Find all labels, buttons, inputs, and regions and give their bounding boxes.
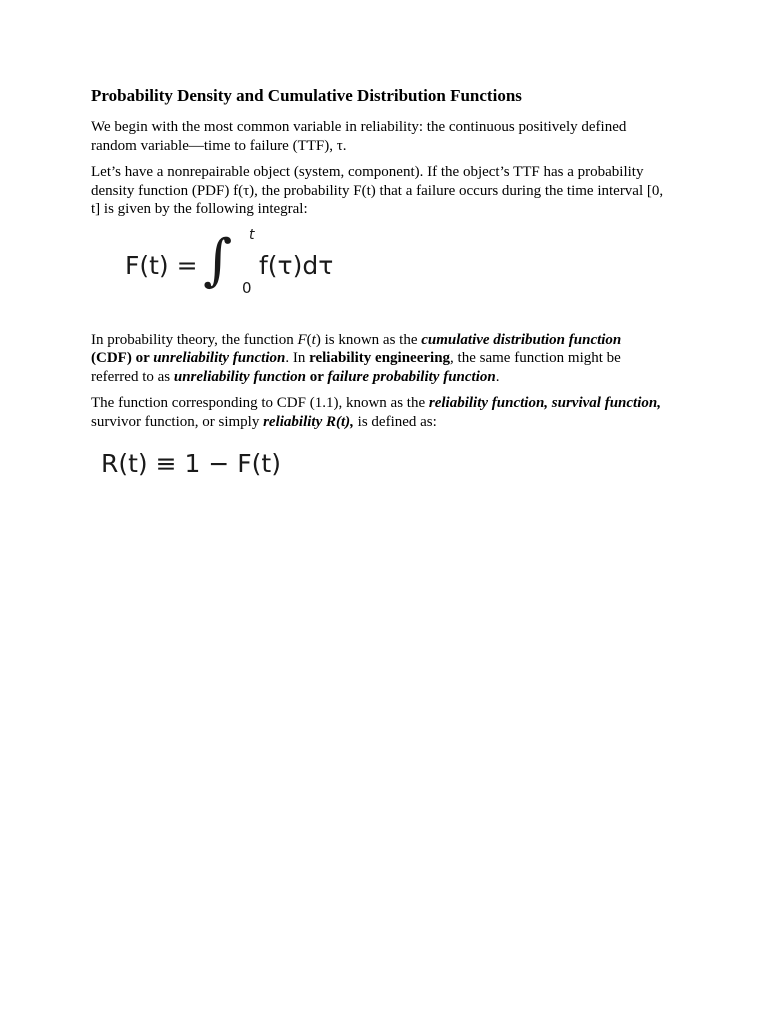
term-reliability-engineering: reliability engineering <box>309 350 451 366</box>
section-heading: Probability Density and Cumulative Distribution Functions <box>91 86 522 105</box>
text-run: F <box>297 331 307 348</box>
cdf-integral-formula <box>125 227 671 317</box>
formula-lhs: F(t) = <box>125 250 198 280</box>
text-run: ) is known as the <box>315 331 422 348</box>
text-run: ( <box>306 331 312 348</box>
text-run: (CDF) or <box>91 350 154 366</box>
term-reliability: reliability R(t), <box>263 413 354 430</box>
text-run: In probability theory, the function <box>91 331 298 348</box>
text-run: . <box>495 368 500 385</box>
text-run: or <box>305 368 328 385</box>
formula-integrand: f(τ)dτ <box>259 250 334 280</box>
term-unreliability-function: unreliability function <box>173 368 306 385</box>
reliability-definition-paragraph <box>91 394 671 431</box>
document-content <box>91 84 671 489</box>
object-paragraph: Let’s have a nonrepairable object (system, component). If the object’s TTF has a probability density function (PDF) f(τ), the probability F(t) that a failure occurs during the time interval [0, t] is given by the following integral: <box>91 164 664 217</box>
text-run: , the same function might be referred to as <box>91 350 621 385</box>
cdf-definition-paragraph <box>91 331 671 387</box>
reliability-equation: R(t) ≡ 1 − F(t) <box>101 449 281 478</box>
text-run: The function corresponding to CDF (1.1), known as the <box>91 395 429 411</box>
intro-paragraph: We begin with the most common variable in reliability: the continuous positively defined random variable—time to failure (TTF), τ. <box>91 119 627 154</box>
text-run: is defined as: <box>353 413 437 430</box>
text-run: t <box>311 331 316 348</box>
term-failure-probability-function: failure probability function <box>327 368 496 385</box>
integral-lower-limit: 0 <box>242 278 252 297</box>
term-unreliability-function: unreliability function <box>153 350 286 366</box>
reliability-formula <box>101 449 671 489</box>
text-run: survivor function, or simply <box>91 413 264 430</box>
integral-sign: ∫ <box>203 227 233 293</box>
term-reliability-function: reliability function, survival function, <box>428 395 661 411</box>
integral-upper-limit: t <box>249 226 255 243</box>
term-cdf: cumulative distribution function <box>421 331 622 348</box>
text-run: . In <box>285 350 310 366</box>
